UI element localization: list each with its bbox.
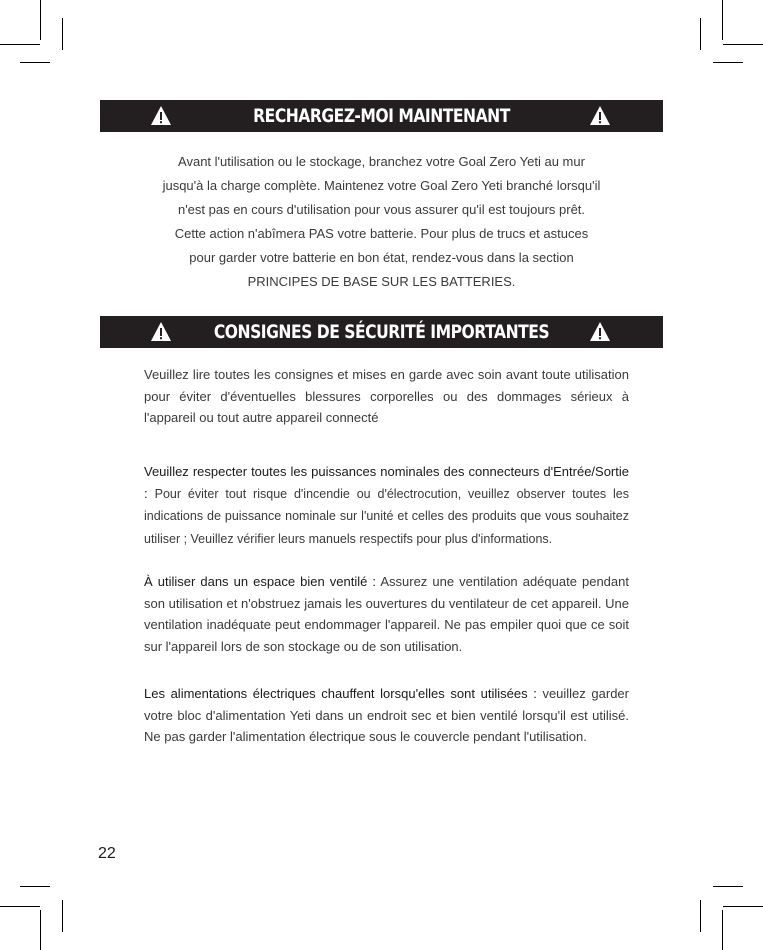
recharge-paragraph — [130, 150, 633, 294]
crop-mark — [713, 886, 743, 887]
recharge-line: n'est pas en cours d'utilisation pour vous assurer qu'il est toujours prêt. — [177, 202, 586, 217]
page-number: 22 — [98, 845, 116, 862]
crop-mark — [0, 906, 40, 907]
recharge-line: PRINCIPES DE BASE SUR LES BATTERIES. — [247, 274, 516, 289]
crop-mark — [700, 900, 701, 932]
recharge-line: Cette action n'abîmera PAS votre batterie. Pour plus de trucs et astuces — [174, 226, 589, 241]
crop-mark — [62, 18, 63, 50]
safety-item-text: veuillez garder votre bloc d'alimentation Yeti dans un endroit sec et bien ventilé lorsqu'il est utilisé. Ne pas garder l'alimentation électrique sous le couvercle pendant l'utilisation. — [144, 686, 629, 745]
crop-mark — [700, 18, 701, 50]
warning-triangle-icon — [589, 105, 611, 127]
safety-intro: Veuillez lire toutes les consignes et mises en garde avec soin avant toute utilisation pour éviter d'éventuelles blessures corporelles ou des dommages sérieux à l'appareil ou tout autre appareil connecté — [144, 367, 629, 426]
safety-title: CONSIGNES DE SÉCURITÉ IMPORTANTES — [213, 321, 550, 343]
safety-item-text: Pour éviter tout risque d'incendie ou d'électrocution, veuillez observer toutes les indications de puissance nominale sur l'unité et celles des produits que vous souhaitez utiliser ; Veuillez vérifier leurs manuels respectifs pour plus d'informations. — [144, 486, 629, 546]
safety-item-lead: Les alimentations électriques chauffent lorsqu'elles sont utilisées : — [144, 686, 537, 701]
crop-mark — [722, 910, 723, 950]
crop-mark — [40, 910, 41, 950]
safety-item-text: Assurez une ventilation adéquate pendant son utilisation et n'obstruez jamais les ouvertures du ventilateur de cet appareil. Une ventilation inadéquate peut endommager l'appareil. Ne pas empiler quoi que ce soit sur l'appareil lors de son stockage ou de son utilisation. — [144, 574, 629, 654]
crop-mark — [723, 906, 763, 907]
safety-item — [144, 683, 629, 748]
safety-item — [144, 461, 629, 550]
crop-mark — [0, 44, 40, 45]
warning-triangle-icon — [589, 321, 611, 343]
crop-mark — [723, 44, 763, 45]
safety-item — [144, 571, 629, 657]
recharge-line: Avant l'utilisation ou le stockage, branchez votre Goal Zero Yeti au mur — [178, 154, 585, 169]
crop-mark — [713, 62, 743, 63]
safety-item-lead: À utiliser dans un espace bien ventilé : — [144, 574, 376, 589]
crop-mark — [722, 0, 723, 40]
recharge-line: pour garder votre batterie en bon état, rendez-vous dans la section — [189, 250, 574, 265]
safety-item-lead: Veuillez respecter toutes les puissances nominales des connecteurs d'Entrée/Sortie : — [144, 464, 629, 501]
recharge-line: jusqu'à la charge complète. Maintenez votre Goal Zero Yeti branché lorsqu'il — [162, 178, 601, 193]
crop-mark — [40, 0, 41, 40]
recharge-banner — [100, 100, 663, 132]
crop-mark — [62, 900, 63, 932]
crop-mark — [20, 62, 50, 63]
recharge-title: RECHARGEZ-MOI MAINTENANT — [253, 105, 510, 127]
safety-banner — [100, 316, 663, 348]
crop-mark — [20, 886, 50, 887]
